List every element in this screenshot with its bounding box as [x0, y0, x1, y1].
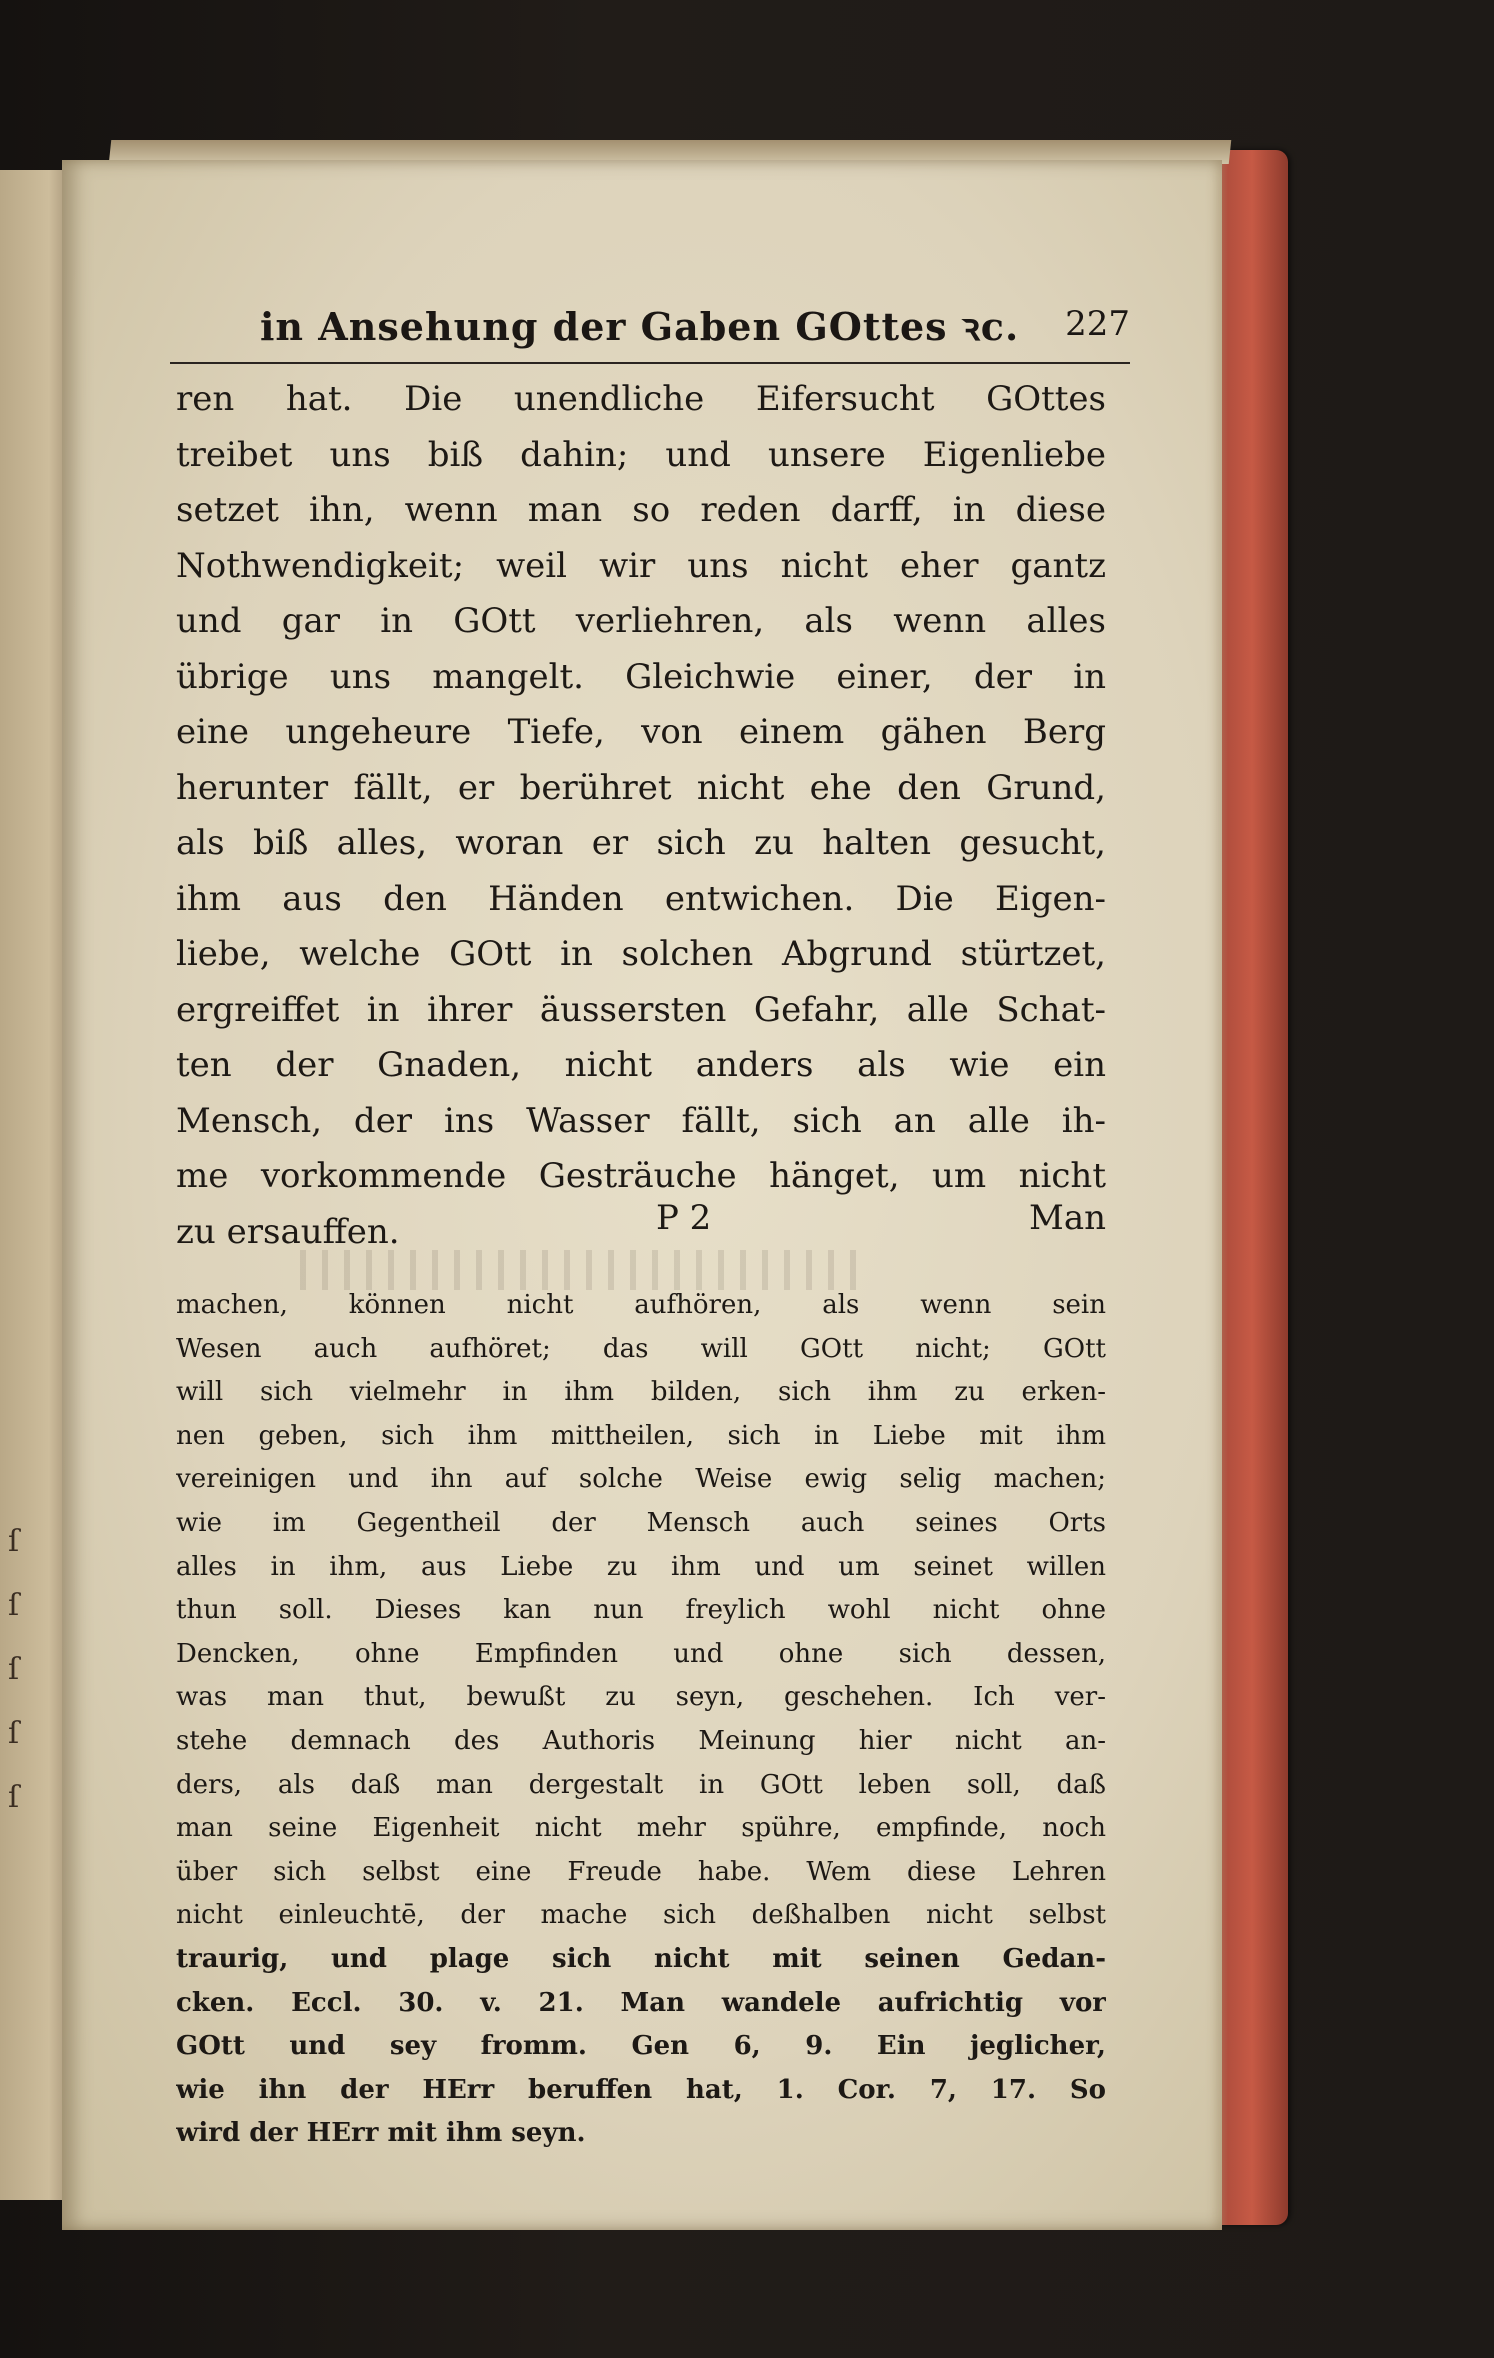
- text-line: ten der Gnaden, nicht anders als wie ein: [176, 1045, 1106, 1085]
- text-line: und gar in GOtt verliehren, als wenn alles: [176, 601, 1106, 641]
- text-line: ihm aus den Händen entwichen. Die Eigen-: [176, 878, 1106, 919]
- note-line: vereinigen und ihn auf solche Weise ewig selig machen;: [176, 1464, 1106, 1495]
- text-line: Mensch, der ins Wasser fällt, sich an alle ih-: [176, 1100, 1106, 1141]
- text-line: ergreiffet in ihrer äussersten Gefahr, alle Schat-: [176, 989, 1106, 1030]
- note-line: nen geben, sich ihm mittheilen, sich in Liebe mit ihm: [176, 1420, 1106, 1451]
- text-line: me vorkommende Gesträuche hänget, um nicht: [176, 1156, 1106, 1196]
- note-line: über sich selbst eine Freude habe. Wem diese Lehren: [176, 1856, 1106, 1887]
- note-line: thun soll. Dieses kan nun freylich wohl nicht ohne: [176, 1595, 1106, 1626]
- note-line: man seine Eigenheit nicht mehr spühre, empfinde, noch: [176, 1813, 1106, 1844]
- note-line: GOtt und sey fromm. Gen 6, 9. Ein jeglicher,: [176, 2031, 1106, 2062]
- text-line: herunter fällt, er berühret nicht ehe den Grund,: [176, 767, 1106, 808]
- page-number: 227: [1065, 304, 1130, 344]
- text-line: zu ersauffen.: [176, 1211, 400, 1252]
- running-head-title: in Ansehung der Gaben GOttes ꝛc.: [260, 304, 1020, 349]
- note-line: Wesen auch aufhöret; das will GOtt nicht; GOtt: [176, 1333, 1106, 1364]
- facing-mark: ſ: [8, 1588, 20, 1623]
- note-line: Dencken, ohne Empfinden und ohne sich dessen,: [176, 1638, 1106, 1669]
- text-line: setzet ihn, wenn man so reden darff, in diese: [176, 490, 1106, 530]
- note-line: wie im Gegentheil der Mensch auch seines Orts: [176, 1507, 1106, 1538]
- facing-mark: ſ: [8, 1652, 20, 1687]
- text-line: übrige uns mangelt. Gleichwie einer, der in: [176, 656, 1106, 697]
- note-line: alles in ihm, aus Liebe zu ihm und um seinet willen: [176, 1551, 1106, 1582]
- text-line: eine ungeheure Tiefe, von einem gähen Berg: [176, 712, 1106, 752]
- note-line: stehe demnach des Authoris Meinung hier nicht an-: [176, 1725, 1106, 1756]
- catchword: Man: [1029, 1198, 1106, 1238]
- text-line: treibet uns biß dahin; und unsere Eigenliebe: [176, 434, 1106, 475]
- running-head: [170, 300, 1130, 364]
- note-line: machen, können nicht aufhören, als wenn sein: [176, 1290, 1106, 1320]
- catchline: [176, 1198, 1106, 1248]
- main-text: [176, 372, 1106, 1260]
- footnote-text: [176, 1284, 1106, 2156]
- note-line: wie ihn der HErr beruffen hat, 1. Cor. 7, 17. So: [176, 2074, 1106, 2105]
- signature-mark: P 2: [656, 1198, 712, 1238]
- facing-mark: ſ: [8, 1716, 20, 1751]
- facing-page-marks: [8, 1510, 48, 1830]
- note-line: nicht einleuchtē, der mache sich deßhalben nicht selbst: [176, 1900, 1106, 1931]
- facing-mark: ſ: [8, 1524, 20, 1559]
- note-line: cken. Eccl. 30. v. 21. Man wandele aufrichtig vor: [176, 1987, 1106, 2018]
- facing-mark: ſ: [8, 1780, 20, 1815]
- note-line: ders, als daß man dergestalt in GOtt leben soll, daß: [176, 1769, 1106, 1800]
- note-line: will sich vielmehr in ihm bilden, sich ihm zu erken-: [176, 1377, 1106, 1408]
- text-line: Nothwendigkeit; weil wir uns nicht eher gantz: [176, 545, 1106, 586]
- text-line: liebe, welche GOtt in solchen Abgrund stürtzet,: [176, 934, 1106, 974]
- text-line: als biß alles, woran er sich zu halten gesucht,: [176, 823, 1106, 863]
- note-line: wird der HErr mit ihm seyn.: [176, 2118, 586, 2149]
- note-line: traurig, und plage sich nicht mit seinen Gedan-: [176, 1943, 1106, 1974]
- note-line: was man thut, bewußt zu seyn, geschehen. Ich ver-: [176, 1682, 1106, 1713]
- text-line: ren hat. Die unendliche Eifersucht GOttes: [176, 379, 1106, 419]
